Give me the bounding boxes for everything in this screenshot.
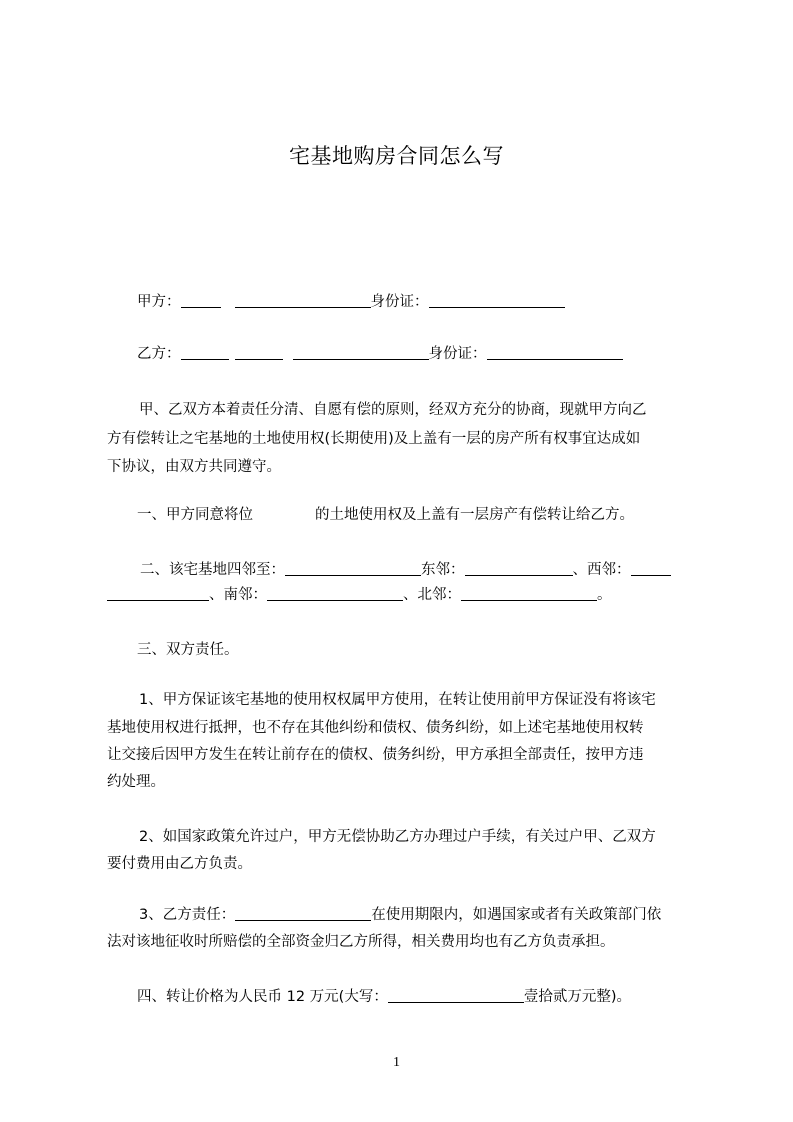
page-title: 宅基地购房合同怎么写	[289, 144, 504, 168]
party-b-line	[137, 344, 623, 364]
duty-1-line: 基地使用权进行抵押，也不存在其他纠纷和债权、债务纠纷，如上述宅基地使用权转	[107, 720, 644, 736]
clause-2-line-2	[107, 585, 612, 605]
party-a-id-label: 身份证：	[370, 294, 429, 310]
blank-field	[235, 293, 371, 308]
clause-1-text: 一、甲方同意将位	[137, 507, 253, 523]
intro-line: 方有偿转让之宅基地的土地使用权(长期使用)及上盖有一层的房产所有权事宜达成如	[107, 431, 641, 447]
blank-field	[388, 988, 524, 1003]
blank-field	[181, 345, 229, 360]
clause-1	[137, 505, 634, 525]
blank-field	[461, 586, 597, 601]
clause-4	[137, 987, 631, 1007]
intro-line: 甲、乙双方本着责任分清、自愿有偿的原则，经双方充分的协商，现就甲方向乙	[139, 402, 647, 418]
clause-2-text: 二、该宅基地四邻至：	[140, 562, 285, 578]
clause-4-text: 四、转让价格为人民币 12 万元(大写：	[137, 989, 388, 1005]
page-number: 1	[393, 1055, 400, 1070]
blank-field	[465, 561, 573, 576]
duty-1-line: 约处理。	[107, 774, 165, 790]
party-a-line	[137, 292, 565, 312]
blank-field	[429, 293, 565, 308]
clause-3-heading: 三、双方责任。	[137, 642, 239, 658]
party-b-label: 乙方：	[137, 346, 181, 362]
duty-3-text: 在使用期限内，如遇国家或者有关政策部门依	[371, 907, 662, 923]
clause-2-line-1	[140, 560, 671, 580]
duty-3-line: 法对该地征收时所赔偿的全部资金归乙方所得，相关费用均也有乙方负责承担。	[107, 934, 615, 950]
clause-1-text: 的土地使用权及上盖有一层房产有偿转让给乙方。	[315, 507, 634, 523]
blank-field	[267, 586, 403, 601]
duty-3-line	[139, 905, 661, 925]
party-b-id-label: 身份证：	[428, 346, 487, 362]
blank-field	[181, 293, 221, 308]
duty-2-line: 要付费用由乙方负责。	[107, 856, 252, 872]
blank-field	[631, 561, 671, 576]
west-neighbor-label: 、西邻：	[572, 562, 631, 578]
clause-4-text: 壹拾贰万元整)。	[523, 989, 631, 1005]
clause-2-end: 。	[597, 587, 612, 603]
blank-field	[235, 906, 371, 921]
north-neighbor-label: 、北邻：	[403, 587, 461, 603]
duty-1-line: 让交接后因甲方发生在转让前存在的债权、债务纠纷，甲方承担全部责任，按甲方违	[107, 747, 644, 763]
intro-line: 下协议，由双方共同遵守。	[107, 459, 281, 475]
party-a-label: 甲方：	[137, 294, 181, 310]
blank-field	[487, 345, 623, 360]
duty-2-line: 2、如国家政策允许过户，甲方无偿协助乙方办理过户手续，有关过户甲、乙双方	[139, 829, 656, 845]
south-neighbor-label: 、南邻：	[209, 587, 267, 603]
blank-field	[107, 586, 209, 601]
blank-field	[293, 345, 429, 360]
duty-3-text: 3、乙方责任：	[139, 907, 236, 923]
blank-field	[285, 561, 421, 576]
east-neighbor-label: 东邻：	[421, 562, 465, 578]
duty-1-line: 1、甲方保证该宅基地的使用权权属甲方使用，在转让使用前甲方保证没有将该宅	[139, 692, 656, 708]
blank-field	[235, 345, 283, 360]
